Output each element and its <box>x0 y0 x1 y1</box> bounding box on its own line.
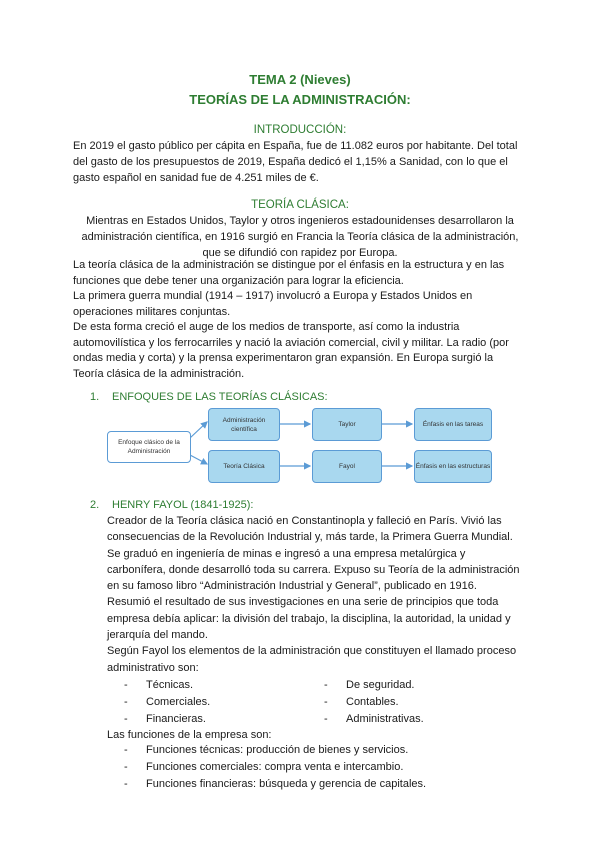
element-item: Financieras. <box>146 713 206 725</box>
classic-line: Teoría clásica de la administración. <box>73 367 245 380</box>
fayol-line: jerarquía del mando. <box>107 629 208 642</box>
classic-paragraph <box>73 258 543 382</box>
diagram-root-box: Enfoque clásico de la Administración <box>107 431 191 463</box>
list-item <box>124 759 544 776</box>
classic-line: La primera guerra mundial (1914 – 1917) involucró a Europa y Estados Unidos en <box>73 290 473 302</box>
classic-line: funciones que debe tener una organización para lograr la eficiencia. <box>73 274 404 287</box>
dash: - <box>324 696 328 708</box>
dash: - <box>124 744 128 756</box>
function-item: Funciones financieras: búsqueda y gerencia de capitales. <box>146 778 427 790</box>
intro-paragraph <box>73 138 543 186</box>
classic-line: La teoría clásica de la administración se distingue por el énfasis en la estructura y en las <box>73 259 505 271</box>
dash: - <box>124 679 128 691</box>
fayol-line: carbonífera, donde desarrolló toda su carrera. Expuso su Teoría de la administración <box>107 563 520 576</box>
classic-centered-line: administración científica, en 1916 surgió en Francia la Teoría clásica de la administración, <box>81 231 519 243</box>
classic-line: operaciones militares conjuntas. <box>73 305 231 318</box>
function-item: Funciones comerciales: compra venta e intercambio. <box>146 761 404 773</box>
list-item <box>324 711 524 728</box>
section2-number: 2. <box>90 499 100 511</box>
fayol-line: Creador de la Teoría clásica nació en Constantinopla y falleció en París. Vivió las <box>107 515 502 527</box>
dash: - <box>124 696 128 708</box>
fayol-line: consecuencias de la Revolución Industrial y, más tarde, la Primera Guerra Mundial. <box>107 531 513 544</box>
section2-title: HENRY FAYOL (1841-1925): <box>112 499 254 511</box>
classic-centered-line: Mientras en Estados Unidos, Taylor y otros ingenieros estadounidenses desarrollaron la <box>86 215 514 227</box>
section1-number: 1. <box>90 391 100 403</box>
elements-list-right <box>324 677 524 728</box>
section2-heading <box>90 499 253 511</box>
classic-line: De esta forma creció el auge de los medios de transporte, así como la industria <box>73 321 460 333</box>
list-item <box>324 694 524 711</box>
element-item: Administrativas. <box>346 713 424 725</box>
dash: - <box>124 778 128 790</box>
functions-list <box>124 742 544 793</box>
list-item <box>124 711 324 728</box>
dash: - <box>124 713 128 725</box>
fayol-line: Se graduó en ingeniería de minas e ingresó a una empresa metalúrgica y <box>107 547 466 560</box>
fayol-line: Según Fayol los elementos de la administración que constituyen el llamado proceso <box>107 645 517 658</box>
arrow-root-to-bottom <box>190 455 207 464</box>
diagram-box-enfasis-estructuras: Énfasis en las estructuras <box>414 450 492 483</box>
fayol-line: empresa debía aplicar: la división del trabajo, la disciplina, la autoridad, la unidad y <box>107 612 511 625</box>
list-item <box>124 677 324 694</box>
document-title: TEMA 2 (Nieves) <box>249 72 351 87</box>
classic-line: ondas media y corta) y la prensa experimentaron gran expansión. En Europa surgió la <box>73 352 494 364</box>
arrow-root-to-top <box>190 422 207 438</box>
diagram-box-enfasis-tareas: Énfasis en las tareas <box>414 408 492 441</box>
classic-centered-paragraph <box>60 213 540 261</box>
fayol-line: en su famoso libro “Administración Industrial y General”, publicado en 1916. <box>107 580 477 593</box>
fayol-line: Resumió el resultado de sus investigaciones en una serie de principios que toda <box>107 596 499 609</box>
intro-line: gasto español en sanidad fue de 4.251 miles de €. <box>73 172 319 184</box>
list-item <box>124 742 544 759</box>
dash: - <box>124 761 128 773</box>
classic-centered-line: que se difundió con rapidez por Europa. <box>202 247 398 259</box>
list-item <box>324 677 524 694</box>
document-subtitle: TEORÍAS DE LA ADMINISTRACIÓN: <box>189 92 411 107</box>
diagram-box-admin-cientifica: Administración científica <box>208 408 280 441</box>
list-item <box>124 776 544 793</box>
diagram-box-taylor: Taylor <box>312 408 382 441</box>
dash: - <box>324 713 328 725</box>
element-item: Técnicas. <box>146 679 194 691</box>
section1-title: ENFOQUES DE LAS TEORÍAS CLÁSICAS: <box>112 391 328 403</box>
intro-line: del gasto de los presupuestos de 2019, España dedicó el 1,15% a Sanidad, con lo que el <box>73 156 508 168</box>
classic-heading: TEORÍA CLÁSICA: <box>251 199 349 211</box>
fayol-line: administrativo son: <box>107 661 199 674</box>
classic-line: automovilística y los ferrocarriles y nació la aviación comercial, civil y militar. La radio (por <box>73 336 509 349</box>
dash: - <box>324 679 328 691</box>
elements-list-left <box>124 677 324 728</box>
intro-heading: INTRODUCCIÓN: <box>253 124 347 136</box>
functions-intro: Las funciones de la empresa son: <box>107 729 272 741</box>
element-item: Comerciales. <box>146 696 211 708</box>
diagram-box-fayol: Fayol <box>312 450 382 483</box>
element-item: Contables. <box>346 696 399 708</box>
list-item <box>124 694 324 711</box>
diagram-box-teoria-clasica: Teoría Clásica <box>208 450 280 483</box>
element-item: De seguridad. <box>346 679 415 691</box>
intro-line: En 2019 el gasto público per cápita en España, fue de 11.082 euros por habitante. Del total <box>73 140 518 152</box>
section2-paragraph <box>107 513 547 676</box>
function-item: Funciones técnicas: producción de bienes y servicios. <box>146 744 409 756</box>
